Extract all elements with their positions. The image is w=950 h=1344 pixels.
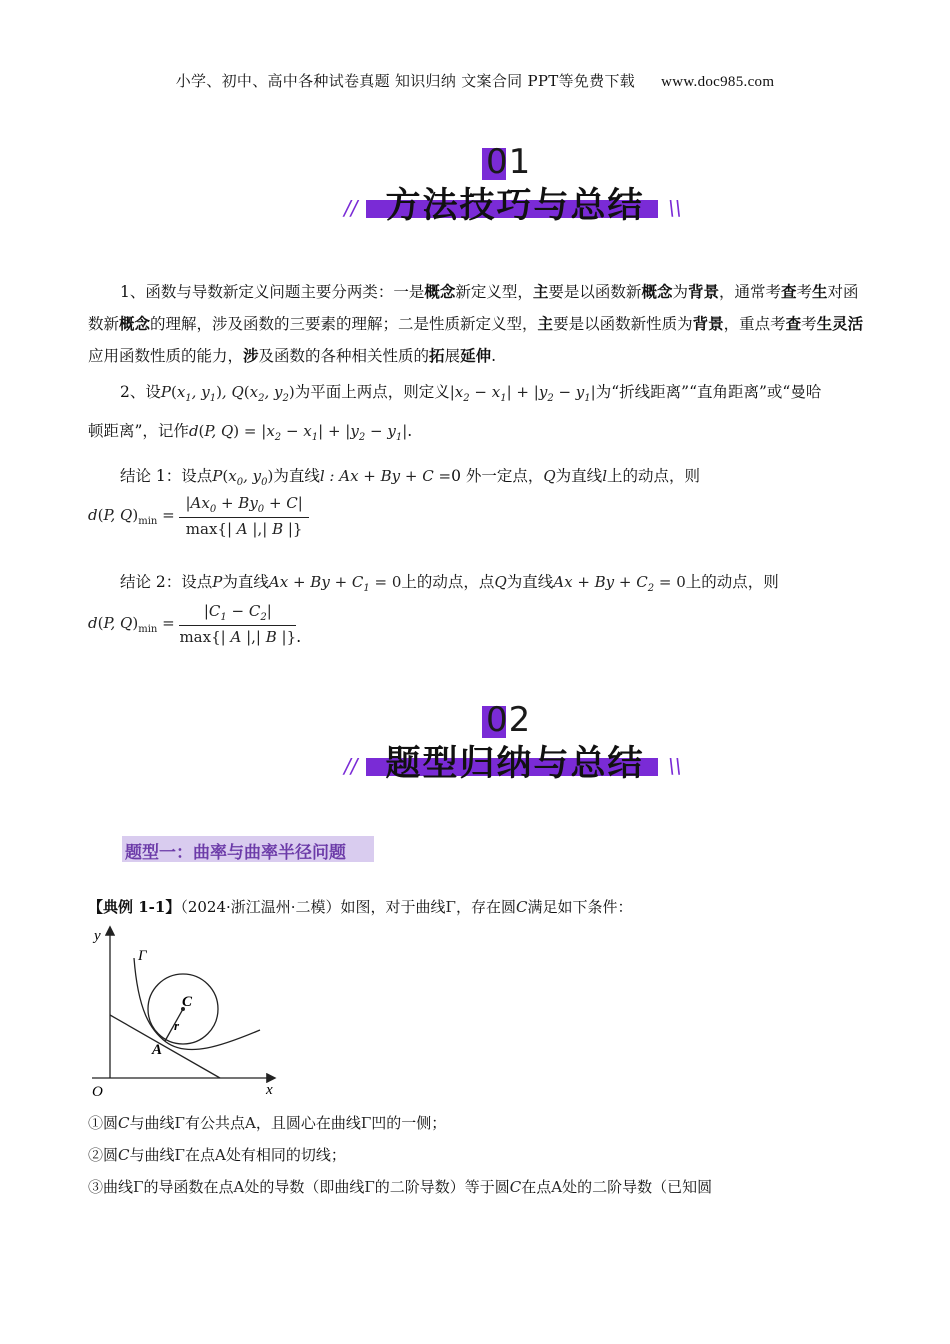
list-item: ①圆C与曲线Γ有公共点A，且圆心在曲线Γ凹的一侧； [88,1114,447,1132]
x-axis-label: x [266,1082,273,1098]
conclusion-2: 结论 2：设点P为直线$Ax + By + C_1 = 0$上的动点，点Q为直线$Ax + By + C_2 = 0$上的动点，则 [120,573,779,594]
section-banner-2: 02 // 题型归纳与总结 \\ [344,700,682,784]
paragraph-2: 2、设$P(x_1$, $y_1$), $Q(x_2$, $y_2$)为平面上两点，则定义$|x_2 - x_1| + |y_2 - y_1|$为“折线距离”“直角距离”或“曼哈 顿距离”，记作d(P, $Q) = |x_2 - x_1| + |y_2 - y_1|$. [88,383,822,443]
section-title: 题型归纳与总结 [385,744,645,784]
radius-label: r [174,1018,180,1033]
point-a-label: A [152,1042,163,1058]
example-heading: 【典例 1-1】（2024·浙江温州·二模）如图，对于曲线Γ，存在圆C满足如下条件： [88,898,633,916]
problem-type-tag: 题型一：曲率与曲率半径问题 [125,843,346,863]
section-title: 方法技巧与总结 [385,186,645,226]
list-item: ②圆C与曲线Γ在点A处有相同的切线； [88,1146,346,1164]
header-text: 小学、初中、高中各种试卷真题 知识归纳 文案合同 PPT等免费下载 [175,72,636,90]
header-site: www.doc985.com [661,74,775,90]
gamma-label: Γ [138,948,147,964]
page-header [0,70,950,91]
curve-figure [82,920,282,1100]
paragraph-1: 1、函数与导数新定义问题主要分两类：一是概念新定义型，主要是以函数新概念为背景，通常考查考生对函数新概念的理解，涉及函数的三要素的理解；二是性质新定义型，主要是以函数新性质为背景，重点考查考生灵活应用函数性质的能力，涉及函数的各种相关性质的拓展延伸. [88,282,864,365]
section-number: 02 [486,700,532,740]
conclusion-1: 结论 1：设点$P(x_0$, $y_0$)为直线l : Ax + By + C =0 外一定点，Q为直线l上的动点，则 [120,467,701,488]
list-item: ③曲线Γ的导函数在点A处的导数（即曲线Γ的二阶导数）等于圆C在点A处的二阶导数（已知圆 [88,1178,713,1196]
center-label: C [182,994,193,1010]
y-axis-label: y [94,928,101,944]
origin-label: O [92,1084,103,1100]
section-number: 01 [486,142,532,182]
section-banner-1: 01 // 方法技巧与总结 \\ [344,142,682,226]
formula-1: d(P, $Q)_{min}$ = $\frac{|Ax_0 + By_0 + C|}{\max\{| A |,| B |\}}$ [88,494,309,538]
formula-2: d(P, $Q)_{min}$ = $\frac{|C_1 - C_2|}{\max\{| A |,| B |\}}$ . [88,602,302,646]
